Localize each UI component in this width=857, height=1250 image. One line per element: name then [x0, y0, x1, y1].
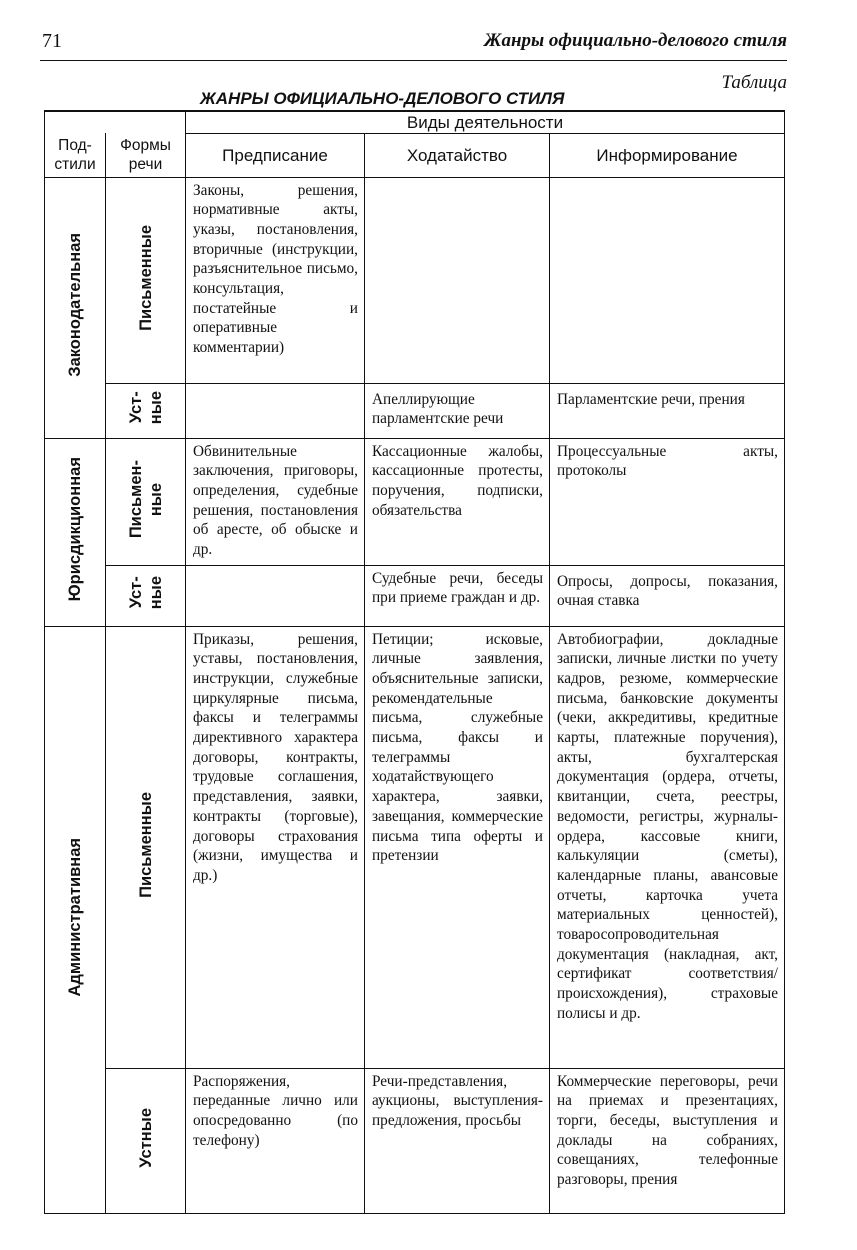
jur-oral-petition: Судебные речи, беседы при приеме граждан и др.: [365, 565, 550, 626]
jur-oral-prescription: [186, 565, 365, 626]
table-corner: [45, 111, 106, 133]
adm-written-informing: Автобиографии, докладные записки, личные листки по учету кадров, резюме, коммерческие письма, банковские документы (чеки, аккредитивы, кредитные карты, платежные поручения), акты, бухгалтерская документация (ордера, отчеты, квитанции, счета, реестры, ведомости, регистры, журналы-ордера, кассовые книги, калькуляции (сметы), календарные планы, авансовые отчеты, карточка учета материальных ценностей), товаросопроводительная документация (накладная, акт, сертификат соответствия/происхождения), страховые полисы и др.: [550, 626, 785, 1068]
form-adm-oral: [106, 1068, 186, 1213]
leg-oral-petition: Апеллирующие парламентские речи: [365, 383, 550, 438]
table-label: Таблица: [721, 72, 787, 93]
substyle-legislative-label: Законодательная: [66, 233, 84, 377]
jur-written-petition: Кассационные жалобы, кассационные протесты, поручения, подписки, обязательства: [365, 438, 550, 565]
form-adm-oral-label: Устные: [136, 1108, 155, 1168]
page-number: 71: [42, 30, 62, 52]
adm-written-prescription: Приказы, решения, уставы, постановления, инструкции, служебные циркулярные письма, факсы и телеграммы директивного характера договоры, контракты, трудовые соглашения, представления, заявки, контракты (торговые), договоры страхования (жизни, имущества и др.): [186, 626, 365, 1068]
substyle-legislative: [45, 177, 106, 438]
jur-oral-informing: Опросы, допросы, показания, очная ставка: [550, 565, 785, 626]
form-leg-oral-label: Уст- ные: [126, 391, 165, 425]
form-jur-written: [106, 438, 186, 565]
form-jur-written-label: Письмен- ные: [126, 459, 165, 539]
leg-written-petition: [365, 177, 550, 383]
genres-table: [44, 110, 785, 1214]
header-petition: Ходатайство: [365, 133, 550, 177]
form-adm-written: [106, 626, 186, 1068]
adm-oral-petition: Речи-представления, аукционы, выступления-предложения, просьбы: [365, 1068, 550, 1213]
form-jur-oral-label: Уст- ные: [126, 576, 165, 610]
activity-header: Виды деятельности: [186, 111, 785, 133]
table-title: ЖАНРЫ ОФИЦИАЛЬНО-ДЕЛОВОГО СТИЛЯ: [200, 89, 565, 108]
running-title: Жанры официально-делового стиля: [484, 30, 787, 51]
substyle-administrative-label: Административная: [66, 837, 84, 997]
jur-written-prescription: Обвинительные заключения, приговоры, определения, судебные решения, постановления об аресте, об обыске и др.: [186, 438, 365, 565]
leg-written-informing: [550, 177, 785, 383]
adm-written-petition: Петиции; исковые, личные заявления, объяснительные записки, рекомендательные письма, служебные письма, факсы и телеграммы ходатайствующего характера, заявки, завещания, коммерческие письма типа оферты и претензии: [365, 626, 550, 1068]
substyle-administrative: [45, 626, 106, 1213]
adm-oral-prescription: Распоряжения, переданные лично или опосредованно (по телефону): [186, 1068, 365, 1213]
header-prescription: Предписание: [186, 133, 365, 177]
header-divider: [40, 60, 787, 61]
table-corner-2: [106, 111, 186, 133]
header-substyles: Под- стили: [45, 133, 106, 177]
form-leg-written-label: Письменные: [136, 224, 155, 331]
leg-oral-informing: Парламентские речи, прения: [550, 383, 785, 438]
substyle-jurisdictional: [45, 438, 106, 626]
leg-oral-prescription: [186, 383, 365, 438]
jur-written-informing: Процессуальные акты, протоколы: [550, 438, 785, 565]
form-jur-oral: [106, 565, 186, 626]
substyle-jurisdictional-label: Юрисдикционная: [66, 457, 84, 602]
header-speech-forms: Формы речи: [106, 133, 186, 177]
leg-written-prescription: Законы, решения, нормативные акты, указы, постановления, вторичные (инструкции, разъяснительное письмо, консультация, постатейные и оперативные комментарии): [186, 177, 365, 383]
header-informing: Информирование: [550, 133, 785, 177]
form-adm-written-label: Письменные: [136, 791, 155, 898]
adm-oral-informing: Коммерческие переговоры, речи на приемах и презентациях, торги, беседы, выступления и доклады на собраниях, совещаниях, телефонные разговоры, прения: [550, 1068, 785, 1213]
form-leg-oral: [106, 383, 186, 438]
form-leg-written: [106, 177, 186, 383]
